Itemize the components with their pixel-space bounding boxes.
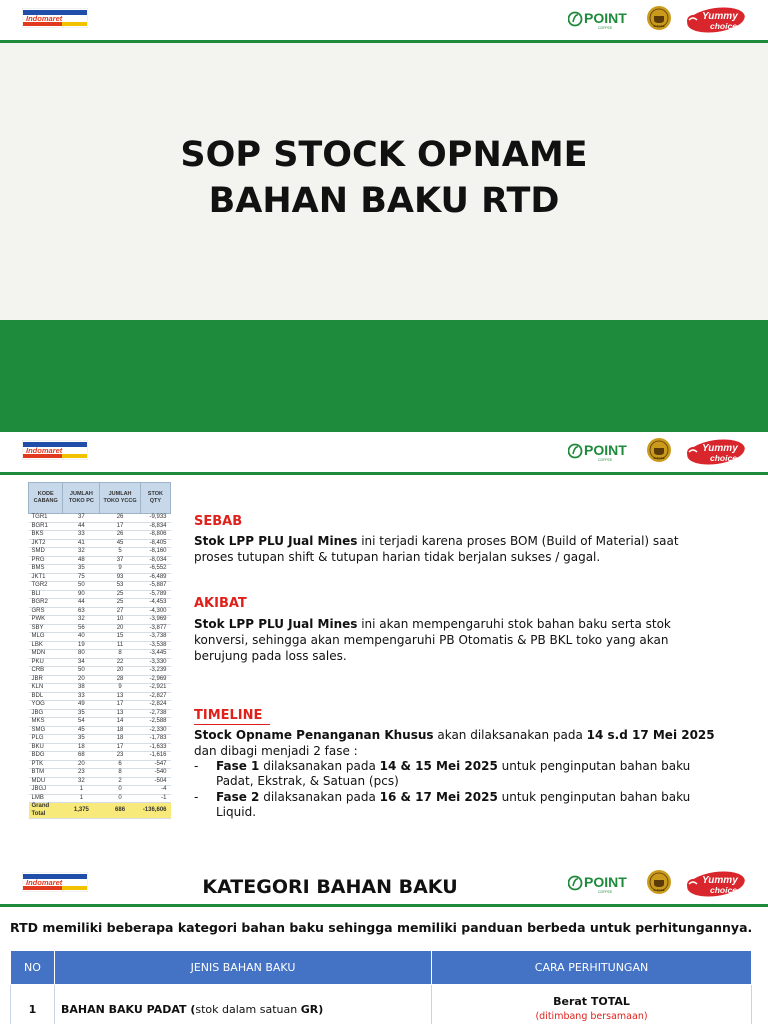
bullet-rest: untuk penginputan bahan baku [497, 759, 691, 773]
timeline-bold-2: 14 s.d 17 Mei 2025 [586, 728, 715, 742]
branch-table-body [29, 514, 171, 819]
cell-jumlah-toko-pc: 90 [63, 590, 100, 599]
cell-kode-cabang: JKT1 [29, 573, 63, 582]
table-row [29, 624, 171, 633]
cell-jumlah-toko-yccg: 18 [100, 726, 140, 735]
cell-jumlah-toko-yccg: 0 [100, 786, 140, 795]
cell-jumlah-toko-yccg: 13 [100, 709, 140, 718]
bullet-fase-label: Fase 1 [216, 759, 260, 773]
cell-jumlah-toko-pc: 44 [63, 522, 100, 531]
cell-jumlah-toko-yccg: 9 [100, 565, 140, 574]
table-row [29, 701, 171, 710]
cell-stok-qty: -3,538 [140, 641, 170, 650]
cell-jumlah-toko-yccg: 22 [100, 658, 140, 667]
akibat-line-1 [194, 616, 734, 632]
cell-stok-qty: -8,405 [140, 539, 170, 548]
coffee-badge-text: COFFEE [653, 888, 665, 892]
slide-title [0, 0, 768, 432]
cell-jumlah-toko-pc: 50 [63, 582, 100, 591]
cell-kode-cabang: BDL [29, 692, 63, 701]
header-cara-perhitungan: CARA PERHITUNGAN [432, 951, 752, 985]
kategori-cara [432, 985, 752, 1024]
table-row [29, 658, 171, 667]
point-logo-text: POINT [584, 10, 627, 26]
header-no: NO [11, 951, 55, 985]
cell-jumlah-toko-pc: 20 [63, 675, 100, 684]
bullet-line-2: Liquid. [216, 805, 257, 819]
cell-kode-cabang: MDU [29, 777, 63, 786]
cell-stok-qty: -2,824 [140, 701, 170, 710]
cell-kode-cabang: MKS [29, 718, 63, 727]
cell-jumlah-toko-pc: 41 [63, 539, 100, 548]
cell-total-stok-qty: -136,606 [140, 803, 170, 819]
cell-jumlah-toko-pc: 23 [63, 769, 100, 778]
kategori-row [11, 985, 752, 1024]
cell-jumlah-toko-pc: 32 [63, 616, 100, 625]
table-row [29, 709, 171, 718]
point-logo-text: POINT [584, 874, 627, 890]
table-row [29, 726, 171, 735]
cell-jumlah-toko-yccg: 11 [100, 641, 140, 650]
cell-jumlah-toko-yccg: 20 [100, 624, 140, 633]
cell-kode-cabang: PTK [29, 760, 63, 769]
table-row [29, 522, 171, 531]
yummy-choice-logo [684, 869, 746, 899]
bullet-line-1 [216, 759, 736, 774]
bullet-rest: untuk penginputan bahan baku [497, 790, 691, 804]
cell-jumlah-toko-pc: 33 [63, 531, 100, 540]
cell-jumlah-toko-yccg: 26 [100, 514, 140, 523]
cell-kode-cabang: LBK [29, 641, 63, 650]
table-row [29, 531, 171, 540]
kategori-no: 1 [11, 985, 55, 1024]
cell-stok-qty: -3,445 [140, 650, 170, 659]
yummy-choice-logo [684, 437, 746, 467]
cell-kode-cabang: MLG [29, 633, 63, 642]
sebab-line-1 [194, 533, 734, 549]
sebab-bold: Stok LPP PLU Jual Mines [194, 534, 358, 548]
cell-jumlah-toko-yccg: 8 [100, 650, 140, 659]
table-row [29, 684, 171, 693]
cell-jumlah-toko-pc: 32 [63, 777, 100, 786]
cell-stok-qty: -8,034 [140, 556, 170, 565]
akibat-line-2: konversi, sehingga akan mempengaruhi PB Otomatis & PB BKL toko yang akan [194, 633, 669, 647]
header-divider [0, 472, 768, 475]
timeline-bold-1: Stock Opname Penanganan Khusus [194, 728, 434, 742]
cell-jumlah-toko-pc: 32 [63, 548, 100, 557]
cell-jumlah-toko-yccg: 28 [100, 675, 140, 684]
cell-jumlah-toko-pc: 18 [63, 743, 100, 752]
table-row [29, 573, 171, 582]
cell-stok-qty: -2,330 [140, 726, 170, 735]
coffee-badge-logo [646, 5, 672, 31]
bullet-line-2: Padat, Ekstrak, & Satuan (pcs) [216, 774, 399, 788]
bullet-text [216, 790, 736, 820]
cell-kode-cabang: BDG [29, 752, 63, 761]
cell-kode-cabang: PKU [29, 658, 63, 667]
table-row [29, 582, 171, 591]
cell-jumlah-toko-pc: 35 [63, 709, 100, 718]
bullet-mid: dilaksanakan pada [259, 790, 380, 804]
cell-jumlah-toko-pc: 44 [63, 599, 100, 608]
cell-jumlah-toko-pc: 45 [63, 726, 100, 735]
cell-jumlah-toko-pc: 49 [63, 701, 100, 710]
bullet-dash: - [194, 790, 199, 804]
cara-main: Berat TOTAL [553, 995, 630, 1008]
table-row [29, 667, 171, 676]
title-line-1: SOP STOCK OPNAME [180, 135, 588, 175]
kategori-intro: RTD memiliki beberapa kategori bahan baku sehingga memiliki panduan berbeda untuk perhitungannya. [10, 920, 753, 935]
cell-jumlah-toko-pc: 34 [63, 658, 100, 667]
cell-jumlah-toko-pc: 40 [63, 633, 100, 642]
header-divider [0, 904, 768, 907]
cell-jumlah-toko-yccg: 23 [100, 752, 140, 761]
cell-kode-cabang: MDN [29, 650, 63, 659]
cell-jumlah-toko-yccg: 17 [100, 743, 140, 752]
green-footer-band [0, 320, 768, 432]
cell-jumlah-toko-yccg: 37 [100, 556, 140, 565]
table-row [29, 539, 171, 548]
cell-stok-qty: -4,300 [140, 607, 170, 616]
timeline-heading: TIMELINE [194, 708, 263, 723]
cell-stok-qty: -2,921 [140, 684, 170, 693]
cell-jumlah-toko-pc: 33 [63, 692, 100, 701]
akibat-heading: AKIBAT [194, 596, 247, 611]
cell-total-toko-yccg: 686 [100, 803, 140, 819]
header-kode-cabang: KODE CABANG [29, 483, 63, 514]
timeline-underline [194, 724, 270, 725]
jenis-normal: stok dalam satuan [195, 1003, 301, 1016]
cell-kode-cabang: CRB [29, 667, 63, 676]
indomaret-logo-text: Indomaret [26, 446, 63, 455]
cell-kode-cabang: YOG [29, 701, 63, 710]
timeline-line-1 [194, 727, 734, 743]
cell-jumlah-toko-yccg: 17 [100, 522, 140, 531]
cell-jumlah-toko-pc: 38 [63, 684, 100, 693]
cell-kode-cabang: BGR1 [29, 522, 63, 531]
cell-jumlah-toko-yccg: 2 [100, 777, 140, 786]
cell-jumlah-toko-yccg: 6 [100, 760, 140, 769]
cell-stok-qty: -8,160 [140, 548, 170, 557]
cell-jumlah-toko-yccg: 26 [100, 531, 140, 540]
cell-kode-cabang: PLG [29, 735, 63, 744]
sebab-line-2: proses tutupan shift & tutupan harian tidak berjalan sukses / gagal. [194, 550, 601, 564]
cell-jumlah-toko-yccg: 25 [100, 599, 140, 608]
cell-stok-qty: -2,969 [140, 675, 170, 684]
point-logo-subtext: COFFEE [598, 26, 613, 30]
kategori-header-row [11, 951, 752, 985]
cell-kode-cabang: SMG [29, 726, 63, 735]
header-jenis-bahan-baku: JENIS BAHAN BAKU [55, 951, 432, 985]
bullet-text [216, 759, 736, 789]
title-line-2: BAHAN BAKU RTD [208, 181, 560, 221]
cell-stok-qty: -1,783 [140, 735, 170, 744]
cell-jumlah-toko-pc: 68 [63, 752, 100, 761]
timeline-body [194, 727, 734, 759]
sebab-heading: SEBAB [194, 514, 243, 529]
cell-jumlah-toko-yccg: 25 [100, 590, 140, 599]
cell-jumlah-toko-yccg: 93 [100, 573, 140, 582]
cell-jumlah-toko-pc: 63 [63, 607, 100, 616]
cell-kode-cabang: JBGJ [29, 786, 63, 795]
cell-jumlah-toko-pc: 20 [63, 760, 100, 769]
cell-kode-cabang: LMB [29, 794, 63, 803]
cell-jumlah-toko-pc: 54 [63, 718, 100, 727]
table-row [29, 752, 171, 761]
cell-stok-qty: -8,834 [140, 522, 170, 531]
table-row [29, 760, 171, 769]
akibat-body [194, 616, 734, 664]
cell-kode-cabang: BLI [29, 590, 63, 599]
cell-stok-qty: -1,633 [140, 743, 170, 752]
header-jumlah-toko-yccg: JUMLAH TOKO YCCG [100, 483, 140, 514]
cell-stok-qty: -5,789 [140, 590, 170, 599]
coffee-badge-logo [646, 437, 672, 463]
cell-kode-cabang: BKU [29, 743, 63, 752]
cell-kode-cabang: JBG [29, 709, 63, 718]
cell-jumlah-toko-pc: 50 [63, 667, 100, 676]
cell-stok-qty: -3,969 [140, 616, 170, 625]
cell-kode-cabang: SMD [29, 548, 63, 557]
cell-stok-qty: -3,877 [140, 624, 170, 633]
jenis-bold: BAHAN BAKU PADAT ( [61, 1003, 196, 1016]
cell-kode-cabang: SBY [29, 624, 63, 633]
cell-kode-cabang: PWK [29, 616, 63, 625]
choice-logo-text: choice. [710, 21, 740, 31]
indomaret-logo [22, 8, 88, 28]
indomaret-logo [22, 440, 88, 460]
point-coffee-logo [568, 8, 634, 30]
cell-kode-cabang: KLN [29, 684, 63, 693]
cell-stok-qty: -1,616 [140, 752, 170, 761]
cell-stok-qty: -9,933 [140, 514, 170, 523]
cell-jumlah-toko-pc: 19 [63, 641, 100, 650]
header-divider [0, 40, 768, 43]
cell-stok-qty: -1 [140, 794, 170, 803]
cell-jumlah-toko-pc: 48 [63, 556, 100, 565]
cell-jumlah-toko-yccg: 8 [100, 769, 140, 778]
bullet-line-1 [216, 790, 736, 805]
coffee-badge-text: COFFEE [653, 456, 665, 460]
cell-kode-cabang: TGR1 [29, 514, 63, 523]
cell-kode-cabang: BMS [29, 565, 63, 574]
akibat-rest: ini akan mempengaruhi stok bahan baku serta stok [357, 617, 671, 631]
slide-header [0, 864, 768, 904]
table-row [29, 590, 171, 599]
point-logo-subtext: COFFEE [598, 458, 613, 462]
header-stok-qty: STOK QTY [140, 483, 170, 514]
table-row [29, 692, 171, 701]
cell-grand-total-label: Grand Total [29, 803, 63, 819]
cell-stok-qty: -3,738 [140, 633, 170, 642]
cell-kode-cabang: PRG [29, 556, 63, 565]
yummy-logo-text: Yummy [702, 11, 738, 22]
cell-kode-cabang: BGR2 [29, 599, 63, 608]
slide-title-heading [0, 132, 768, 224]
table-row [29, 514, 171, 523]
cell-stok-qty: -3,239 [140, 667, 170, 676]
kategori-title: KATEGORI BAHAN BAKU [202, 876, 458, 898]
cell-kode-cabang: BKS [29, 531, 63, 540]
point-coffee-logo [568, 440, 634, 462]
cell-total-toko-pc: 1,375 [63, 803, 100, 819]
table-row [29, 599, 171, 608]
slide-kategori [0, 864, 768, 1024]
table-row [29, 769, 171, 778]
cell-jumlah-toko-yccg: 14 [100, 718, 140, 727]
cell-stok-qty: -5,887 [140, 582, 170, 591]
cell-jumlah-toko-yccg: 17 [100, 701, 140, 710]
table-row [29, 743, 171, 752]
sebab-body [194, 533, 734, 565]
grand-total-row [29, 803, 171, 819]
bullet-fase-label: Fase 2 [216, 790, 260, 804]
timeline-line-2: dan dibagi menjadi 2 fase : [194, 744, 358, 758]
akibat-line-3: berujung pada loss sales. [194, 649, 347, 663]
cell-jumlah-toko-yccg: 5 [100, 548, 140, 557]
cell-kode-cabang: JKT2 [29, 539, 63, 548]
table-row [29, 650, 171, 659]
table-row [29, 565, 171, 574]
cell-stok-qty: -6,489 [140, 573, 170, 582]
slide-header [0, 432, 768, 472]
table-row [29, 556, 171, 565]
cell-jumlah-toko-yccg: 15 [100, 633, 140, 642]
table-row [29, 786, 171, 795]
yummy-logo-text: Yummy [702, 875, 738, 886]
cell-jumlah-toko-pc: 1 [63, 794, 100, 803]
cara-note: (ditimbang bersamaan) [535, 1011, 648, 1022]
table-row [29, 616, 171, 625]
cell-jumlah-toko-pc: 35 [63, 565, 100, 574]
slide-header [0, 0, 768, 40]
jenis-bold-unit: GR) [300, 1003, 324, 1016]
cell-jumlah-toko-yccg: 20 [100, 667, 140, 676]
table-row [29, 675, 171, 684]
cell-kode-cabang: JBR [29, 675, 63, 684]
cell-jumlah-toko-pc: 1 [63, 786, 100, 795]
point-logo-subtext: COFFEE [598, 890, 613, 894]
table-row [29, 777, 171, 786]
bullet-date: 16 & 17 Mei 2025 [379, 790, 498, 804]
cell-stok-qty: -504 [140, 777, 170, 786]
bullet-date: 14 & 15 Mei 2025 [379, 759, 498, 773]
kategori-jenis [55, 985, 432, 1024]
choice-logo-text: choice. [710, 885, 740, 895]
timeline-mid: akan dilaksanakan pada [433, 728, 587, 742]
cell-stok-qty: -6,552 [140, 565, 170, 574]
bullet-dash: - [194, 759, 199, 773]
indomaret-logo-text: Indomaret [26, 14, 63, 23]
cell-jumlah-toko-pc: 37 [63, 514, 100, 523]
cell-stok-qty: -2,738 [140, 709, 170, 718]
table-row [29, 607, 171, 616]
cell-jumlah-toko-pc: 75 [63, 573, 100, 582]
cell-stok-qty: -540 [140, 769, 170, 778]
point-logo-text: POINT [584, 442, 627, 458]
table-row [29, 548, 171, 557]
header-jumlah-toko-pc: JUMLAH TOKO PC [63, 483, 100, 514]
table-row [29, 735, 171, 744]
cell-kode-cabang: BTM [29, 769, 63, 778]
cell-jumlah-toko-yccg: 45 [100, 539, 140, 548]
branch-table-header-row [29, 483, 171, 514]
coffee-badge-text: COFFEE [653, 24, 665, 28]
cell-stok-qty: -2,588 [140, 718, 170, 727]
cell-jumlah-toko-yccg: 18 [100, 735, 140, 744]
cell-jumlah-toko-yccg: 27 [100, 607, 140, 616]
kategori-table [10, 950, 752, 1024]
cell-stok-qty: -547 [140, 760, 170, 769]
cell-stok-qty: -4,453 [140, 599, 170, 608]
sebab-rest: ini terjadi karena proses BOM (Build of Material) saat [357, 534, 679, 548]
akibat-bold: Stok LPP PLU Jual Mines [194, 617, 358, 631]
cell-jumlah-toko-yccg: 53 [100, 582, 140, 591]
cell-jumlah-toko-yccg: 0 [100, 794, 140, 803]
slide-sebab-akibat [0, 432, 768, 864]
cell-jumlah-toko-yccg: 13 [100, 692, 140, 701]
yummy-choice-logo [684, 5, 746, 35]
bullet-mid: dilaksanakan pada [259, 759, 380, 773]
choice-logo-text: choice. [710, 453, 740, 463]
table-row [29, 641, 171, 650]
yummy-logo-text: Yummy [702, 443, 738, 454]
cell-jumlah-toko-pc: 56 [63, 624, 100, 633]
table-row [29, 718, 171, 727]
table-row [29, 633, 171, 642]
cell-stok-qty: -3,330 [140, 658, 170, 667]
table-row [29, 794, 171, 803]
indomaret-logo-text: Indomaret [26, 878, 63, 887]
cell-kode-cabang: TGR2 [29, 582, 63, 591]
cell-jumlah-toko-pc: 80 [63, 650, 100, 659]
cell-jumlah-toko-pc: 35 [63, 735, 100, 744]
branch-stock-table [28, 482, 171, 819]
cell-jumlah-toko-yccg: 9 [100, 684, 140, 693]
cell-kode-cabang: GRS [29, 607, 63, 616]
cell-stok-qty: -8,806 [140, 531, 170, 540]
cell-stok-qty: -4 [140, 786, 170, 795]
cell-jumlah-toko-yccg: 10 [100, 616, 140, 625]
cell-stok-qty: -2,827 [140, 692, 170, 701]
